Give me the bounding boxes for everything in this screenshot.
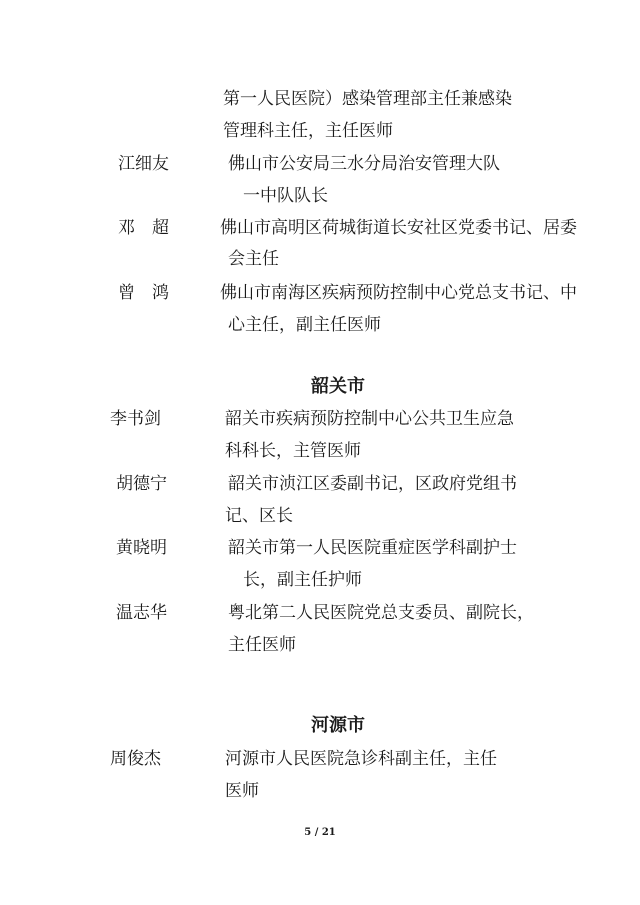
person-description-line-2: 会主任 <box>228 249 279 269</box>
section-title-shaoguan: 韶关市 <box>311 376 365 397</box>
person-description-line-2: 一中队队长 <box>243 186 328 206</box>
person-description-line-2: 心主任，副主任医师 <box>228 315 381 335</box>
person-description-line-1: 佛山市公安局三水分局治安管理大队 <box>228 154 500 174</box>
person-name: 邓 超 <box>118 218 169 238</box>
person-description-line-2: 科科长，主管医师 <box>225 441 361 461</box>
person-description-line-1: 佛山市南海区疾病预防控制中心党总支书记、中 <box>220 283 577 303</box>
person-description-line-1: 粤北第二人民医院党总支委员、副院长， <box>228 603 534 623</box>
person-description-line-1: 韶关市浈江区委副书记，区政府党组书 <box>228 474 517 494</box>
person-description-line-2: 长，副主任护师 <box>243 570 362 590</box>
continued-description-line-2: 管理科主任，主任医师 <box>223 121 393 141</box>
person-description-line-1: 韶关市第一人民医院重症医学科副护士 <box>228 538 517 558</box>
person-description-line-2: 医师 <box>225 781 259 801</box>
page-number: 5 / 21 <box>304 827 336 838</box>
person-name: 曾 鸿 <box>118 283 169 303</box>
person-name: 黄晓明 <box>116 538 167 558</box>
section-title-heyuan: 河源市 <box>311 715 365 736</box>
person-name: 胡德宁 <box>116 474 167 494</box>
person-name: 江细友 <box>118 154 169 174</box>
person-description-line-2: 主任医师 <box>228 635 296 655</box>
person-description-line-1: 河源市人民医院急诊科副主任，主任 <box>225 749 497 769</box>
person-description-line-2: 记、区长 <box>225 506 293 526</box>
continued-description-line-1: 第一人民医院）感染管理部主任兼感染 <box>223 89 512 109</box>
person-description-line-1: 佛山市高明区荷城街道长安社区党委书记、居委 <box>220 218 577 238</box>
person-name: 周俊杰 <box>110 749 161 769</box>
person-description-line-1: 韶关市疾病预防控制中心公共卫生应急 <box>225 409 514 429</box>
person-name: 李书剑 <box>110 409 161 429</box>
person-name: 温志华 <box>116 603 167 623</box>
